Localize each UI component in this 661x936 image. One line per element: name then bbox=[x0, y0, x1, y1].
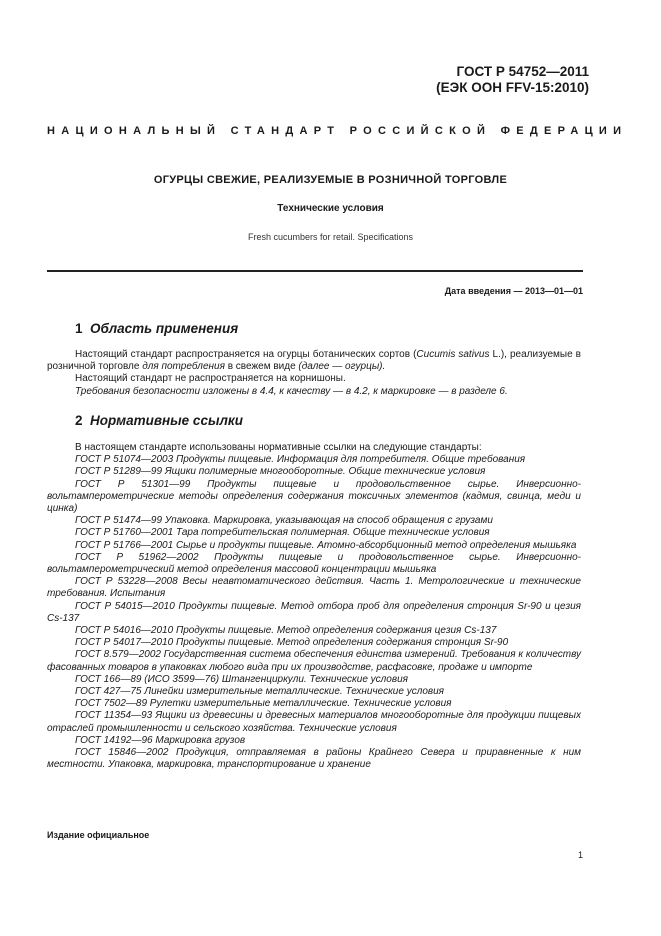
reference-item: ГОСТ Р 51074—2003 Продукты пищевые. Информация для потребителя. Общие требования bbox=[75, 454, 526, 466]
reference-item: ГОСТ Р 51766—2001 Сырье и продукты пищевые. Атомно-абсорбционный метод определения мышьяка bbox=[75, 539, 577, 551]
section-2-intro: В настоящем стандарте использованы нормативные ссылки на следующие стандарты: bbox=[75, 442, 482, 453]
section-1-number: 1 bbox=[75, 321, 83, 336]
reference-item: ГОСТ 14192—96 Маркировка грузов bbox=[75, 734, 246, 746]
english-title: Fresh cucumbers for retail. Specifications bbox=[247, 232, 414, 242]
national-standard-heading: НАЦИОНАЛЬНЫЙ СТАНДАРТ РОССИЙСКОЙ ФЕДЕРАЦИИ bbox=[47, 125, 628, 137]
reference-item: ГОСТ Р 51962—2002 Продукты пищевые и продовольственное сырье. Инверсионно-вольтамперометрический метод определения массовой концентрации мышьяка bbox=[47, 551, 581, 576]
reference-item: ГОСТ Р 53228—2008 Весы неавтоматического действия. Часть 1. Метрологические и технические требования. Испытания bbox=[47, 576, 581, 600]
section-1-body bbox=[47, 349, 581, 398]
section-2-number: 2 bbox=[75, 413, 83, 428]
reference-item: ГОСТ Р 51289—99 Ящики полимерные многооборотные. Общие технические условия bbox=[75, 466, 486, 478]
reference-item: ГОСТ Р 51474—99 Упаковка. Маркировка, указывающая на способ обращения с грузами bbox=[75, 515, 493, 527]
reference-item: ГОСТ Р 51760—2001 Тара потребительская полимерная. Общие технические условия bbox=[75, 527, 490, 539]
section-1-paragraph: Настоящий стандарт не распространяется на корнишоны. bbox=[75, 373, 346, 385]
divider-rule bbox=[47, 270, 583, 272]
reference-item: ГОСТ 7502—89 Рулетки измерительные металлические. Технические условия bbox=[75, 698, 452, 710]
section-1-paragraph: Требования безопасности изложены в 4.4, к качеству — в 4.2, к маркировке — в разделе 6. bbox=[75, 385, 508, 397]
reference-item: ГОСТ Р 54017—2010 Продукты пищевые. Метод определения содержания стронция Sr-90 bbox=[75, 637, 509, 649]
reference-item: ГОСТ Р 51301—99 Продукты пищевые и продовольственное сырье. Инверсионно-вольтамперометрические методы определения содержания токсичных элементов (кадмия, свинца, меди и цинка) bbox=[47, 478, 581, 515]
section-2-body bbox=[47, 442, 581, 771]
standard-number-block bbox=[436, 64, 589, 96]
page-number: 1 bbox=[577, 850, 583, 860]
reference-item: ГОСТ 15846—2002 Продукция, отправляемая в районы Крайнего Севера и приравненные к ним местности. Упаковка, маркировка, транспортирование и хранение bbox=[47, 747, 581, 771]
document-subtitle: Технические условия bbox=[277, 203, 384, 214]
reference-item: ГОСТ Р 54016—2010 Продукты пищевые. Метод определения содержания цезия Cs-137 bbox=[75, 625, 497, 637]
reference-item: ГОСТ 427—75 Линейки измерительные металлические. Технические условия bbox=[75, 686, 445, 698]
reference-item: ГОСТ 8.579—2002 Государственная система обеспечения единства измерений. Требования к количеству фасованных товаров в упаковках любого вида при их производстве, расфасовке, продаже и импорте bbox=[47, 649, 581, 673]
document-title: ОГУРЦЫ СВЕЖИЕ, РЕАЛИЗУЕМЫЕ В РОЗНИЧНОЙ ТОРГОВЛЕ bbox=[153, 174, 508, 186]
section-2-title: Нормативные ссылки bbox=[90, 413, 243, 428]
section-1-heading bbox=[75, 321, 238, 336]
section-1-paragraph: Настоящий стандарт распространяется на огурцы ботанических сортов (Cucumis sativus L.), реализуемые в розничной торговле для потребления в свежем виде (далее — огурцы). bbox=[47, 349, 581, 373]
section-1-title: Область применения bbox=[90, 321, 239, 336]
reference-item: ГОСТ 166—89 (ИСО 3599—76) Штангенциркули. Технические условия bbox=[75, 673, 408, 685]
official-publication-note: Издание официальное bbox=[47, 830, 150, 840]
section-2-heading bbox=[75, 413, 243, 428]
reference-item: ГОСТ Р 54015—2010 Продукты пищевые. Метод отбора проб для определения стронция Sr-90 и цезия Cs-137 bbox=[47, 600, 581, 624]
introduction-date: Дата введения — 2013—01—01 bbox=[444, 286, 583, 296]
standard-number: ГОСТ Р 54752—2011 bbox=[456, 64, 589, 79]
reference-item: ГОСТ 11354—93 Ящики из древесины и древесных материалов многооборотные для продукции пищевых отраслей промышленности и сельского хозяйства. Технические условия bbox=[47, 710, 581, 734]
unece-reference: (ЕЭК ООН FFV-15:2010) bbox=[436, 80, 589, 95]
